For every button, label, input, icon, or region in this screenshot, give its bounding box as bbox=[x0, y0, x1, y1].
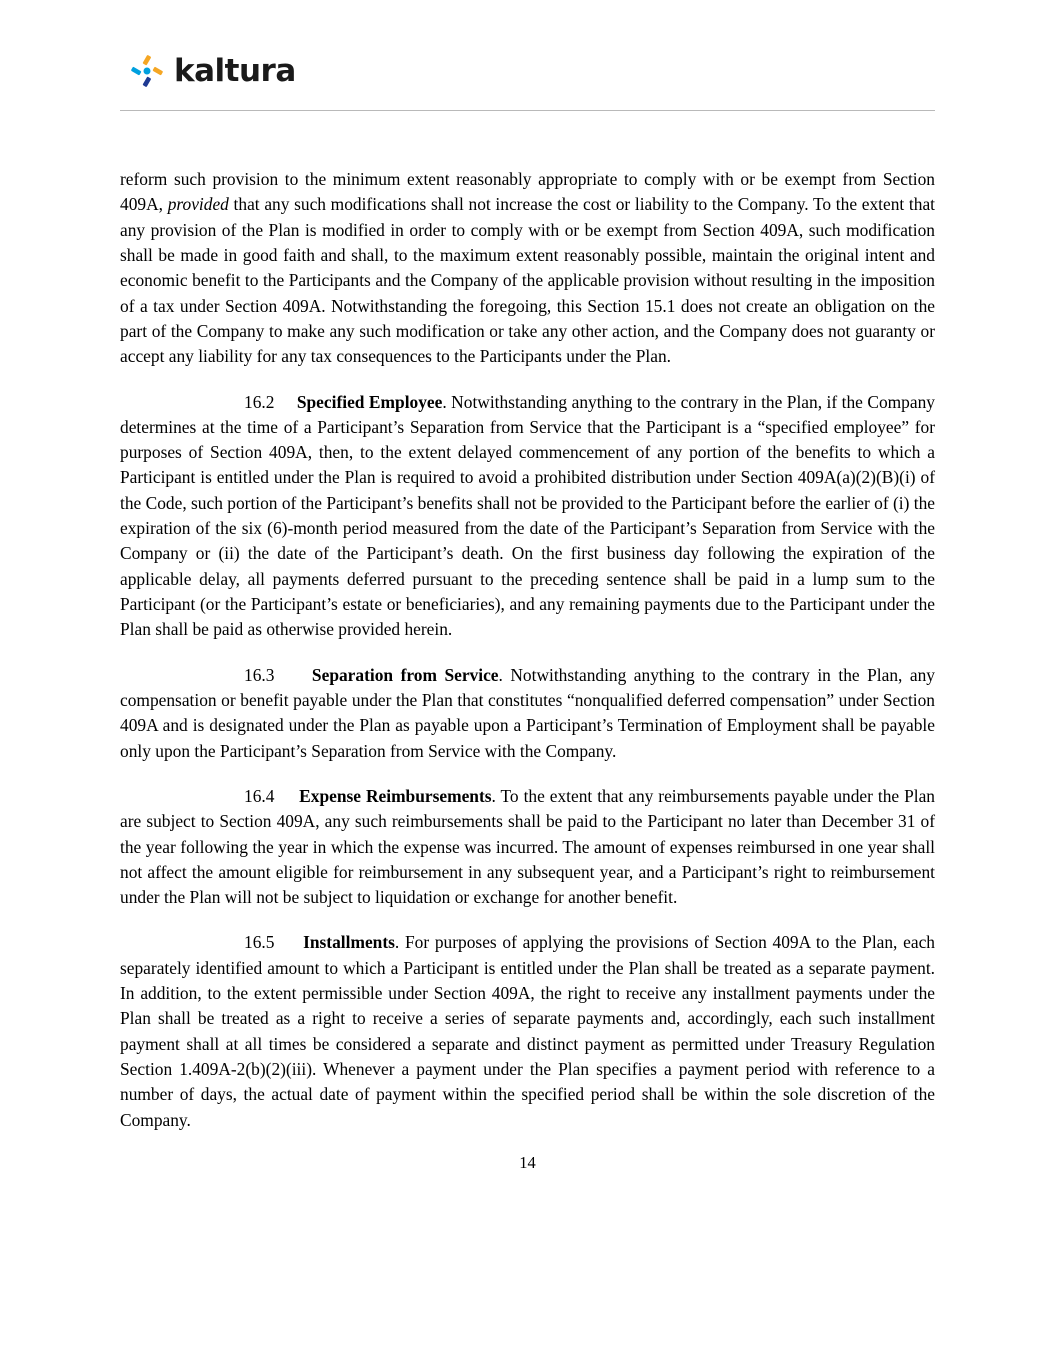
page-header bbox=[120, 48, 935, 111]
section-number: 16.2 bbox=[244, 391, 275, 412]
section-title: Specified Employee bbox=[296, 391, 443, 412]
paragraph-continuation bbox=[120, 167, 935, 370]
section-16-5 bbox=[120, 930, 935, 1133]
section-16-4 bbox=[120, 784, 935, 911]
section-text: . Notwithstanding anything to the contrary in the Plan, any compensation or benefit payable under the Plan that constitutes “nonqualified deferred compensation” under Section 409A and is designated under the Plan as payable upon a Participant’s Termination of Employment shall be payable only upon the Participant’s Separation from Service with the Company. bbox=[120, 664, 935, 761]
section-text: . For purposes of applying the provisions of Section 409A to the Plan, each separately identified amount to which a Participant is entitled under the Plan shall be treated as a separate payment. In addition, to the extent permissible under Section 409A, the right to receive any installment payments under the Plan shall be treated as a right to receive a series of separate payments and, accordingly, each such installment payment shall at all times be considered a separate and distinct payment as permitted under Treasury Regulation Section 1.409A-2(b)(2)(iii). Whenever a payment under the Plan specifies a payment period with reference to a number of days, the actual date of payment within the specified period shall be within the sole discretion of the Company. bbox=[120, 932, 935, 1130]
document-body bbox=[120, 167, 935, 1133]
section-number: 16.5 bbox=[244, 932, 275, 953]
section-16-2 bbox=[120, 390, 935, 643]
paragraph-text-1-cont: that any such modifications shall not increase the cost or liability to the Company. To the extent that any provision of the Plan is modified in order to comply with or be exempt from Section 409A, such modification shall be made in good faith and shall, to the maximum extent reasonably possible, maintain the original intent and economic benefit to the Participants and the Company of the applicable provision without resulting in the imposition of a tax under Section 409A. Notwithstanding the foregoing, this Section 15.1 does not create an obligation on the part of the Company to make any such modification or take any other action, and the Company does not guaranty or accept any liability for any tax consequences to the Participants under the Plan. bbox=[120, 194, 935, 367]
brand-logo bbox=[120, 48, 935, 88]
section-text: . To the extent that any reimbursements payable under the Plan are subject to Section 409A, any such reimbursements shall be paid to the Participant no later than December 31 of the year following the year in which the expense was incurred. The amount of expenses reimbursed in one year shall not affect the amount eligible for reimbursement in any subsequent year, and a Participant’s right to reimbursement under the Plan will not be subject to liquidation or exchange for another benefit. bbox=[120, 785, 935, 908]
section-number: 16.3 bbox=[244, 664, 275, 685]
section-title: Expense Reimbursements bbox=[299, 785, 492, 806]
section-text: . Notwithstanding anything to the contrary in the Plan, if the Company determines at the time of a Participant’s Separation from Service that the Participant is a “specified employee” for purposes of Section 409A, then, to the extent delayed commencement of any portion of the benefits to which a Participant is entitled under the Plan is required to avoid a prohibited distribution under Section 409A(a)(2)(B)(i) of the Code, such portion of the Participant’s benefits shall not be provided to the Participant before the earlier of (i) the expiration of the six (6)-month period measured from the date of the Participant’s Separation from Service with the Company or (ii) the date of the Participant’s death. On the first business day following the expiration of the applicable delay, all payments deferred pursuant to the preceding sentence shall be paid in a lump sum to the Participant (or the Participant’s estate or beneficiaries), and any remaining payments due to the Participant under the Plan shall be paid as otherwise provided herein. bbox=[120, 391, 935, 640]
paragraph-italic-provided: provided bbox=[167, 194, 229, 215]
section-number: 16.4 bbox=[244, 785, 275, 806]
section-title: Separation from Service bbox=[311, 664, 499, 685]
page-number: 14 bbox=[519, 1152, 536, 1172]
section-title: Installments bbox=[303, 932, 395, 953]
paragraph-text-1: reform such provision to the minimum extent reasonably appropriate to comply with or be exempt from Section 409A, bbox=[120, 169, 935, 215]
section-16-3 bbox=[120, 663, 935, 764]
brand-name: kaltura bbox=[174, 52, 296, 89]
kaltura-logo-icon bbox=[130, 54, 164, 88]
